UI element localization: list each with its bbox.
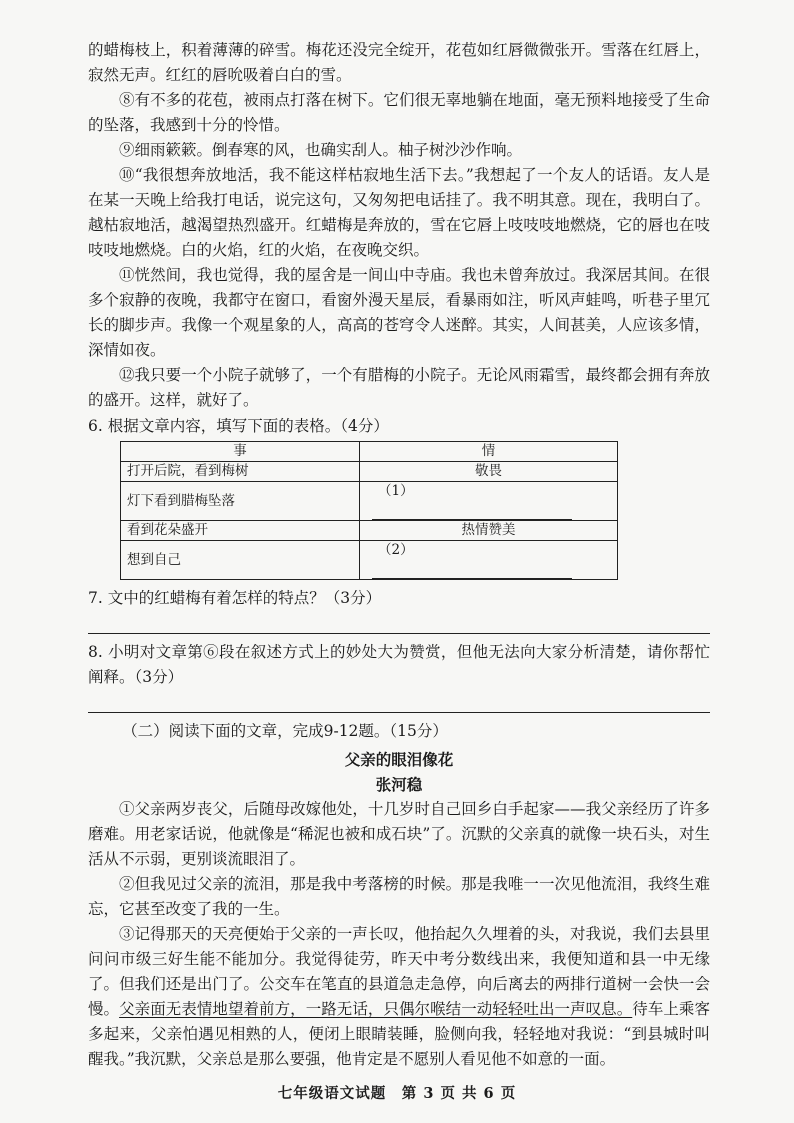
table-row [121,482,618,521]
question-8: 8. 小明对文章第⑥段在叙述方式上的妙处大为赞赏，但他无法向大家分析清楚，请你帮忙阐释。（3分） [88,643,710,686]
feeling-cell: 敬畏 [360,462,618,482]
event-cell: 想到自己 [121,541,360,580]
answer-line-q7[interactable] [88,611,710,634]
paragraph-12: ⑫我只要一个小院子就够了，一个有腊梅的小院子。无论风雨霜雪，最终都会拥有奔放的盛开。这样，就好了。 [88,366,710,409]
article-paragraph-3: ③记得那天的天亮便始于父亲的一声长叹，他抬起久久埋着的头，对我说，我们去县里问问市级三好生能不能加分。我觉得徒劳，昨天中考分数线出来，我便知道和县一中无缘了。但我们还是出门了。公交车在笔直的县道急走急停，向后离去的两排行道树一会快一会慢。父亲面无表情地望着前方，一路无话，只偶尔喉结一动轻轻吐出一声叹息。待车上乘客多起来，父亲怕遇见相熟的人，便闭上眼睛装睡，脸侧向我，轻轻地对我说：“到县城时叫醒我。”我沉默，父亲总是那么要强，他肯定是不愿别人看见他不如意的一面。 [88,925,710,1068]
table-header-feeling: 情 [360,442,618,462]
page-footer: 七年级语文试题 第 3 页 共 6 页 [277,1085,517,1102]
section-two-heading: （二）阅读下面的文章，完成9-12题。（15分） [122,722,448,740]
question-7: 7. 文中的红蜡梅有着怎样的特点？（3分） [88,589,382,607]
paragraph-7-cont: 的蜡梅枝上，积着薄薄的碎雪。梅花还没完全绽开，花苞如红唇微微张开。雪落在红唇上，寂然无声。红红的唇吮吸着白白的雪。 [88,41,710,84]
table-row [121,521,618,541]
paragraph-9: ⑨细雨簌簌。倒春寒的风，也确实刮人。柚子树沙沙作响。 [119,141,523,159]
table-row [121,462,618,482]
paragraph-8: ⑧有不多的花苞，被雨点打落在树下。它们很无辜地躺在地面，毫无预料地接受了生命的坠落，我感到十分的怜惜。 [88,91,710,134]
paragraph-10: ⑩“我很想奔放地活，我不能这样枯寂地生活下去。”我想起了一个友人的话语。友人是在某一天晚上给我打电话，说完这句，又匆匆把电话挂了。我不明其意。现在，我明白了。越枯寂地活，越渴望热烈盛开。红蜡梅是奔放的，雪在它唇上吱吱吱地燃烧，它的唇也在吱吱吱地燃烧。白的火焰，红的火焰，在夜晚交织。 [88,166,710,259]
feeling-cell-blank-1[interactable]: （1） [360,482,618,521]
event-cell: 看到花朵盛开 [121,521,360,541]
article-paragraph-2: ②但我见过父亲的流泪，那是我中考落榜的时候。那是我唯一一次见他流泪，我终生难忘，它甚至改变了我的一生。 [88,875,710,918]
feeling-cell: 热情赞美 [360,521,618,541]
question-6: 6. 根据文章内容，填写下面的表格。（4分） [88,417,389,435]
article-title: 父亲的眼泪像花 [344,750,454,769]
article-paragraph-1: ①父亲两岁丧父，后随母改嫁他处，十几岁时自己回乡白手起家——我父亲经历了许多磨难。用老家话说，他就像是“稀泥也被和成石块”了。沉默的父亲真的就像一块石头，对生活从不示弱，更别谈流眼泪了。 [88,800,710,868]
exam-page [88,38,710,1072]
answer-line-q8[interactable] [88,690,710,713]
paragraph-11: ⑪恍然间，我也觉得，我的屋舍是一间山中寺庙。我也未曾奔放过。我深居其间。在很多个寂静的夜晚，我都守在窗口，看窗外漫天星辰，看暴雨如注，听风声蛙鸣，听巷子里冗长的脚步声。我像一个观星象的人，高高的苍穹令人迷醉。其实，人间甚美，人应该多情，深情如夜。 [88,266,710,359]
article-author: 张河稳 [375,775,423,794]
table-row [121,541,618,580]
feeling-cell-blank-2[interactable]: （2） [360,541,618,580]
answer-blank-1[interactable] [372,505,572,520]
event-cell: 打开后院，看到梅树 [121,462,360,482]
question-6-table [120,441,618,580]
answer-blank-2[interactable] [372,564,572,579]
underlined-sentence: 父亲面无表情地望着前方，一路无话，只偶尔喉结一动轻轻吐出一声叹息。 [119,1000,633,1018]
table-header-event: 事 [121,442,360,462]
event-cell: 灯下看到腊梅坠落 [121,482,360,521]
